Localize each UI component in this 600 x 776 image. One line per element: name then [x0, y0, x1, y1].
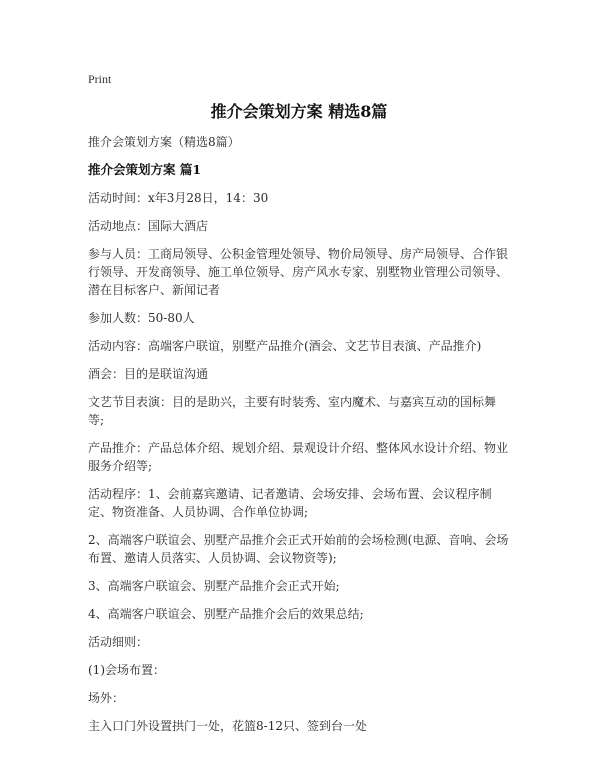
paragraph-performances: 文艺节目表演：目的是助兴，主要有时装秀、室内魔术、与嘉宾互动的国标舞等;	[88, 395, 497, 427]
paragraph-procedure-1: 活动程序：1、会前嘉宾邀请、记者邀请、会场安排、会场布置、会议程序制定、物资准备、人员协调、合作单位协调;	[88, 487, 492, 519]
paragraph-reception: 酒会：目的是联谊沟通	[88, 367, 209, 381]
section-heading: 推介会策划方案 篇1	[88, 162, 202, 177]
paragraph-activity-content: 活动内容：高端客户联谊，别墅产品推介(酒会、文艺节目表演、产品推介)	[88, 339, 482, 353]
paragraph-activity-venue: 活动地点：国际大酒店	[88, 219, 209, 233]
paragraph-procedure-2: 2、高端客户联谊会、别墅产品推介会正式开始前的会场检测(电源、音响、会场布置、邀请人员落实、人员协调、会议物资等);	[88, 533, 509, 565]
paragraph-product-promotion: 产品推介：产品总体介绍、规划介绍、景观设计介绍、整体风水设计介绍、物业服务介绍等;	[88, 441, 509, 473]
print-link[interactable]: Print	[88, 72, 112, 86]
subtitle: 推介会策划方案（精选8篇）	[88, 135, 240, 149]
paragraph-activity-time: 活动时间：x年3月28日，14：30	[88, 191, 269, 205]
paragraph-participants: 参与人员：工商局领导、公积金管理处领导、物价局领导、房产局领导、合作银行领导、开发商领导、施工单位领导、房产风水专家、别墅物业管理公司领导、潜在目标客户、新闻记者	[88, 247, 509, 297]
paragraph-main-entrance: 主入口门外设置拱门一处，花篮8-12只、签到台一处	[88, 719, 367, 733]
paragraph-procedure-4: 4、高端客户联谊会、别墅产品推介会后的效果总结;	[88, 607, 364, 621]
paragraph-attendee-count: 参加人数：50-80人	[88, 311, 195, 325]
paragraph-details-heading: 活动细则：	[88, 635, 149, 649]
paragraph-venue-layout: (1)会场布置：	[88, 663, 165, 677]
paragraph-procedure-3: 3、高端客户联谊会、别墅产品推介会正式开始;	[88, 579, 340, 593]
page-title: 推介会策划方案 精选8篇	[210, 102, 388, 121]
paragraph-outdoor: 场外：	[88, 691, 125, 705]
